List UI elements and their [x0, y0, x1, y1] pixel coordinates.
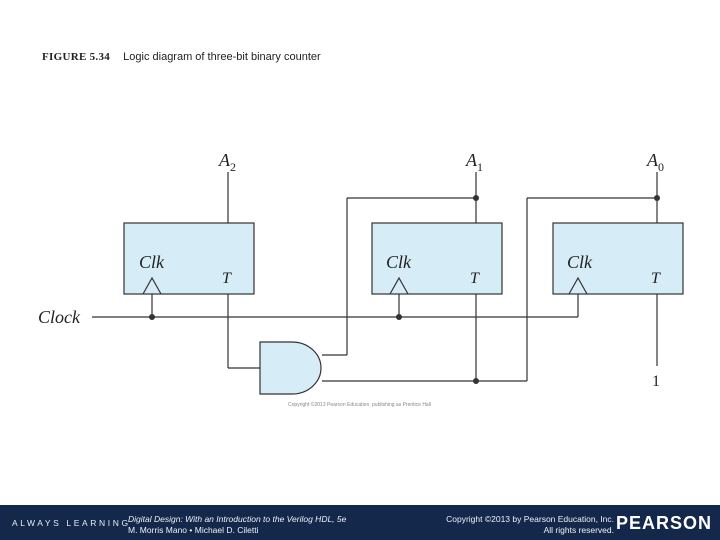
copyright-line-2: All rights reserved. — [543, 525, 614, 535]
clock-label: Clock — [38, 307, 80, 327]
junction-a1 — [473, 195, 479, 201]
pearson-logo: PEARSON — [615, 513, 712, 533]
flip-flop-a1 — [372, 223, 502, 294]
junction-t-ff1 — [473, 378, 479, 384]
ff-t-label: T — [651, 270, 660, 287]
junction-clk-ff1 — [396, 314, 402, 320]
junction-a0 — [654, 195, 660, 201]
book-authors: M. Morris Mano • Michael D. Ciletti — [128, 525, 259, 535]
output-label-a1: $A_1$ — [466, 150, 483, 174]
figure-title: Logic diagram of three-bit binary counter — [123, 51, 321, 63]
output-label-a2: $A_2$ — [219, 150, 236, 174]
figure-label: FIGURE 5.34 — [42, 51, 111, 63]
flip-flop-a0 — [553, 223, 683, 294]
copyright — [446, 514, 614, 536]
and-gate — [260, 342, 321, 394]
output-label-a0: $A_0$ — [647, 150, 664, 174]
book-title: Digital Design: With an Introduction to the Verilog HDL, 5e — [128, 514, 347, 524]
ff-t-label: T — [470, 270, 479, 287]
footer-bar — [0, 505, 720, 540]
ff-t-label: T — [222, 270, 231, 287]
ff-clk-label: Clk — [386, 252, 411, 272]
image-credit: Copyright ©2013 Pearson Education, publishing as Prentice Hall — [288, 402, 431, 408]
copyright-line-1: Copyright ©2013 by Pearson Education, Inc. — [446, 514, 614, 524]
book-info — [128, 514, 346, 536]
junction-clk-ff2 — [149, 314, 155, 320]
constant-one-label: 1 — [652, 373, 660, 390]
flip-flop-a2 — [124, 223, 254, 294]
ff-clk-label: Clk — [139, 252, 164, 272]
always-learning-tagline: ALWAYS LEARNING — [12, 518, 131, 528]
ff-clk-label: Clk — [567, 252, 592, 272]
